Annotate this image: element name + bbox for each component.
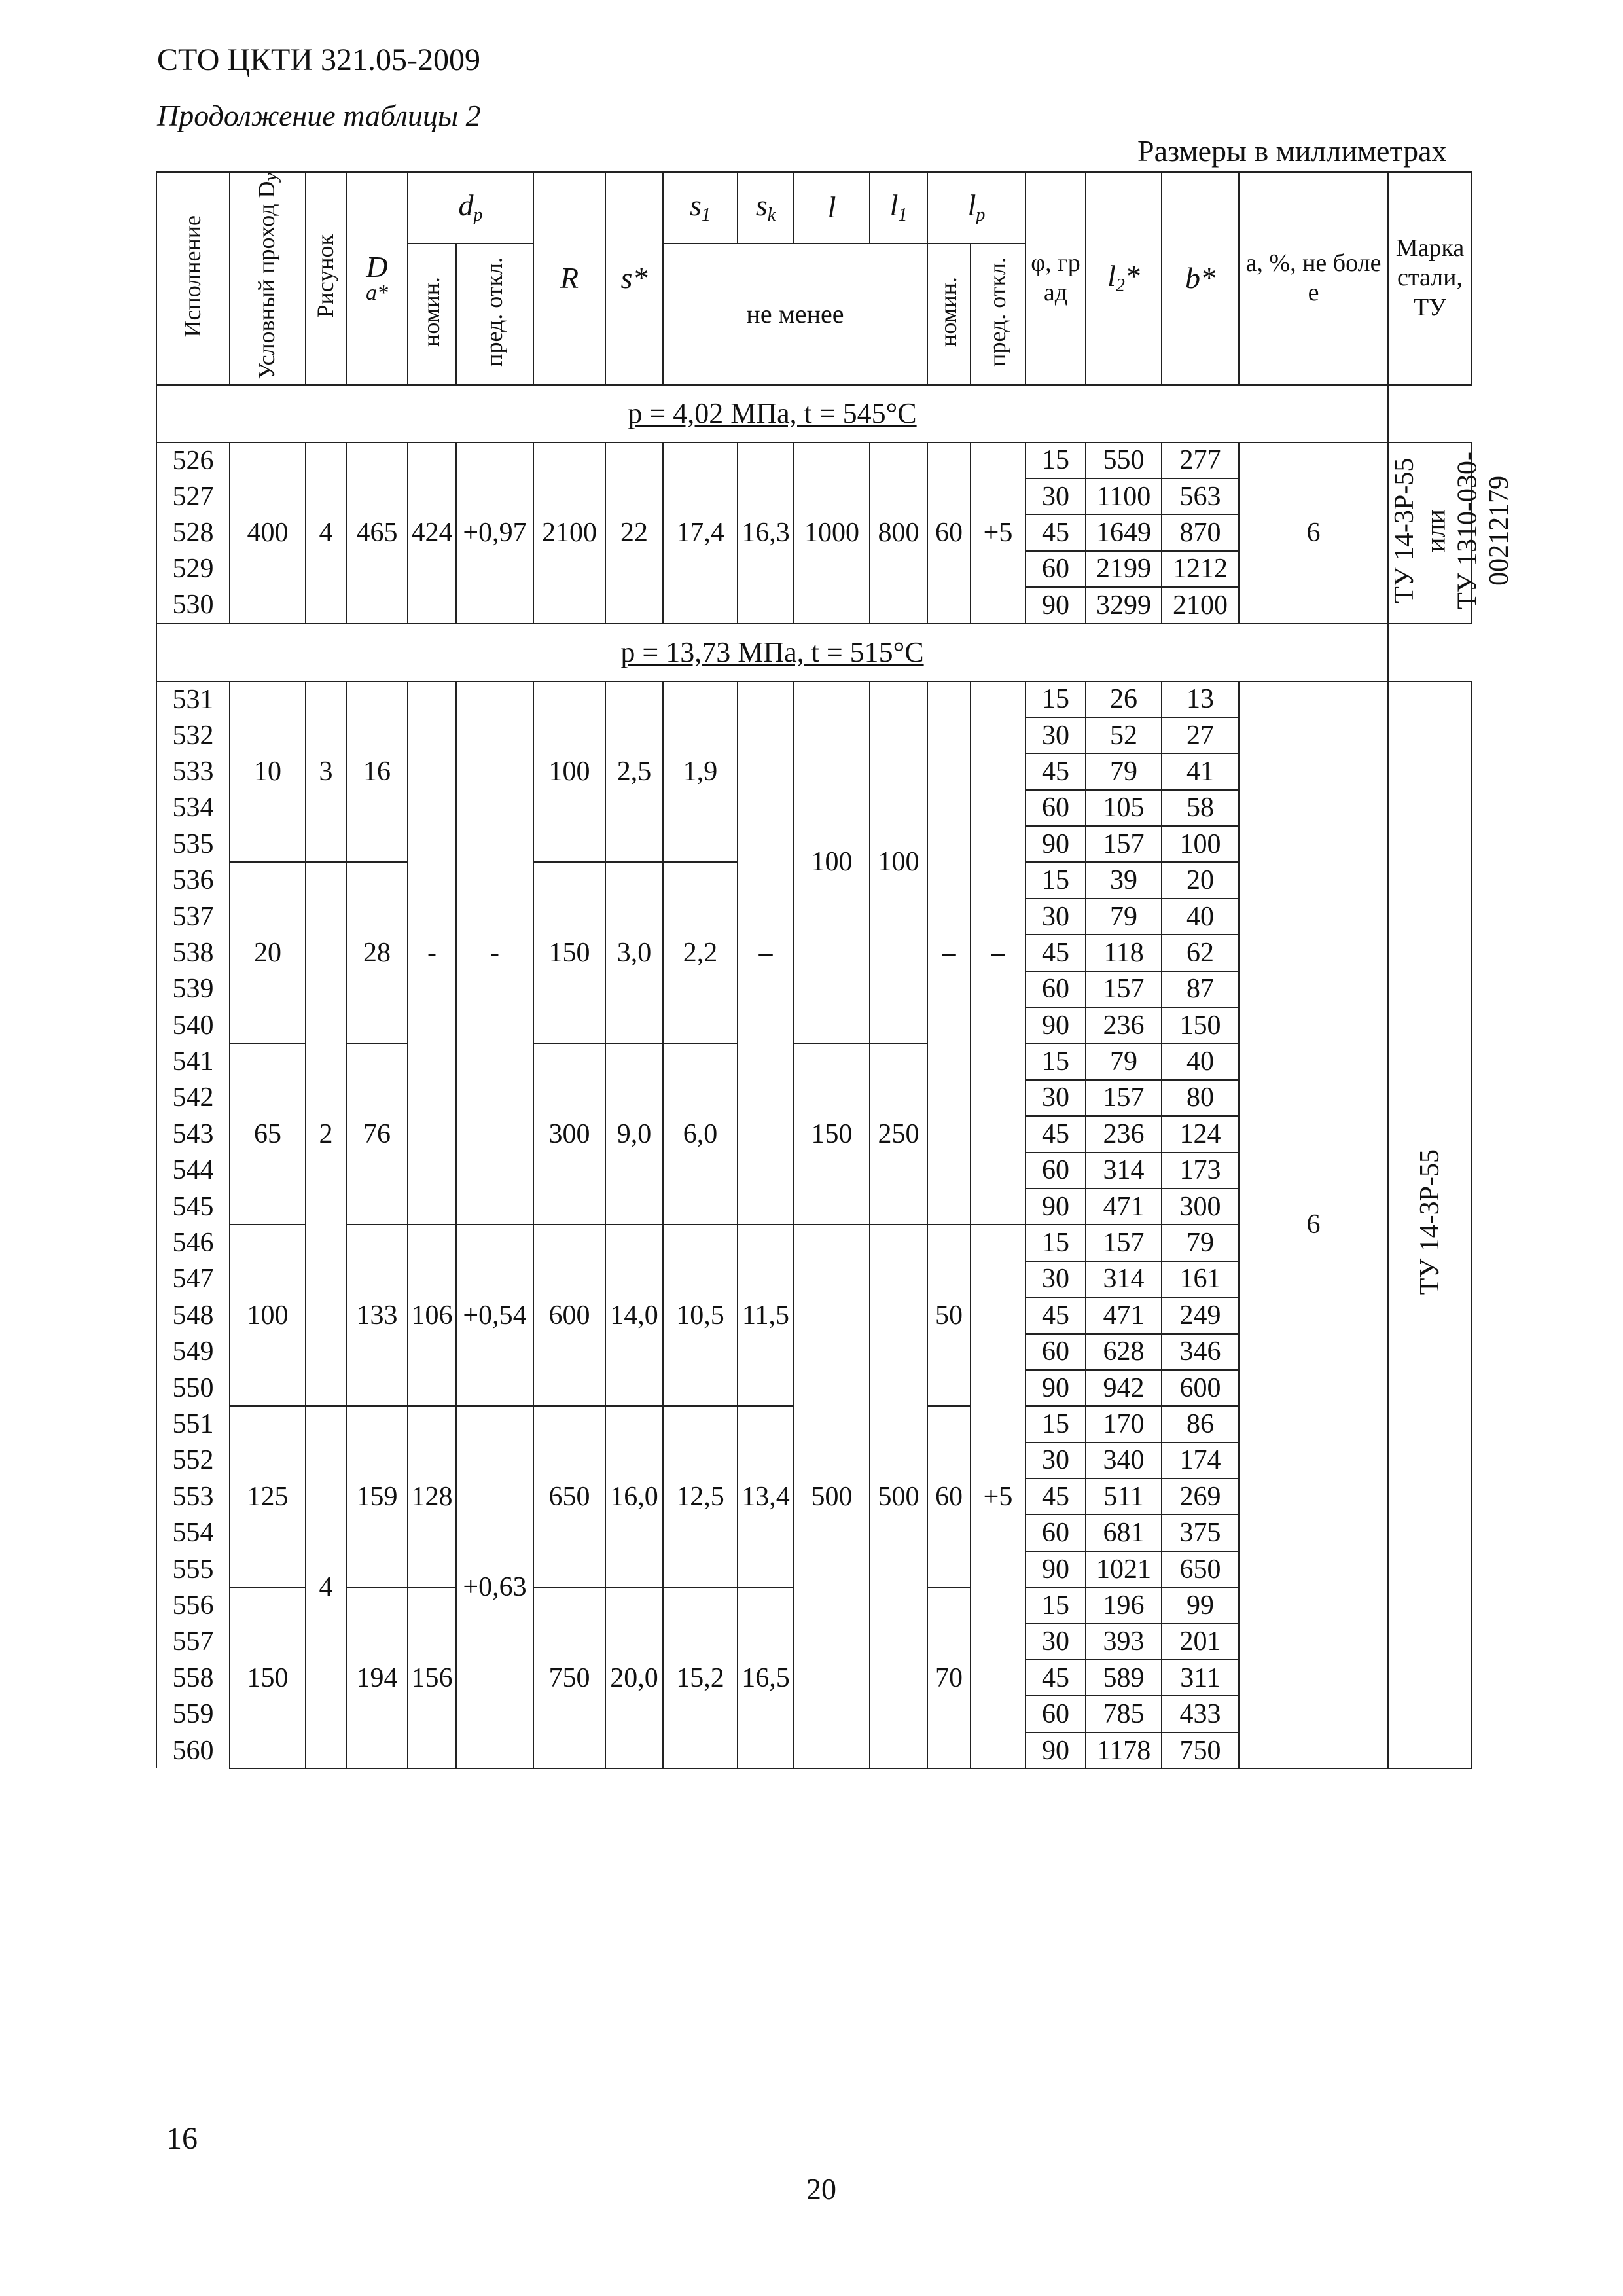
cell-b: 600 [1162,1370,1239,1406]
cell-l2: 942 [1086,1370,1162,1406]
cell-phi: 90 [1026,826,1086,862]
cell-ispolnenie: 532 [156,717,230,753]
units-note: Размеры в миллиметрах [1137,134,1447,168]
cell-uslovny: 125 [230,1406,306,1587]
section-title: p = 13,73 МПа, t = 515°С [156,624,1388,681]
cell-dp-nomin: 106 [408,1225,456,1406]
cell-R: 300 [533,1043,605,1225]
cell-l2: 1021 [1086,1551,1162,1587]
cell-ispolnenie: 538 [156,935,230,971]
cell-b: 62 [1162,935,1239,971]
cell-phi: 60 [1026,1153,1086,1189]
cell-l2: 3299 [1086,587,1162,623]
cell-phi: 15 [1026,1406,1086,1442]
cell-l2: 79 [1086,753,1162,789]
cell-lp-pred: – [971,681,1026,1225]
col-uslovny: Условный проход $D_y$ [230,172,306,385]
cell-sk: 16,5 [738,1587,794,1768]
cell-b: 40 [1162,1043,1239,1079]
cell-phi: 60 [1026,1334,1086,1370]
cell-l: 1000 [794,442,870,624]
cell-l2: 1649 [1086,514,1162,550]
cell-phi: 45 [1026,1660,1086,1696]
marka-line: ТУ 1310-030- [1452,451,1483,609]
cell-l2: 471 [1086,1297,1162,1333]
cell-ispolnenie: 551 [156,1406,230,1442]
cell-s1: 2,2 [663,862,738,1043]
cell-R: 600 [533,1225,605,1406]
cell-b: 173 [1162,1153,1239,1189]
cell-dp-nomin: 424 [408,442,456,624]
cell-b: 346 [1162,1334,1239,1370]
cell-R: 100 [533,681,605,863]
cell-ispolnenie: 558 [156,1660,230,1696]
cell-l2: 628 [1086,1334,1162,1370]
cell-l2: 550 [1086,442,1162,478]
col-dp: $d_p$ [408,172,533,243]
cell-phi: 60 [1026,1696,1086,1732]
cell-b: 40 [1162,899,1239,935]
cell-l2: 511 [1086,1479,1162,1515]
cell-ispolnenie: 555 [156,1551,230,1587]
cell-l2: 1178 [1086,1732,1162,1768]
cell-ispolnenie: 549 [156,1334,230,1370]
cell-phi: 30 [1026,1624,1086,1660]
cell-s1: 10,5 [663,1225,738,1406]
cell-sk: 11,5 [738,1225,794,1406]
cell-s: 16,0 [605,1406,663,1587]
cell-phi: 30 [1026,717,1086,753]
cell-b: 20 [1162,862,1239,898]
marka-line: 00212179 [1484,475,1514,586]
col-lp-nomin: номин. [927,243,971,385]
col-dp-pred: пред. откл. [456,243,533,385]
cell-l2: 393 [1086,1624,1162,1660]
cell-b: 2100 [1162,587,1239,623]
col-phi: φ, гр ад [1026,172,1086,385]
cell-dp-nomin: - [408,681,456,1225]
cell-phi: 60 [1026,551,1086,587]
cell-s: 20,0 [605,1587,663,1768]
cell-b: 870 [1162,514,1239,550]
page-number-left: 16 [166,2121,198,2156]
table-continuation-caption: Продолжение таблицы 2 [157,99,481,132]
cell-phi: 60 [1026,790,1086,826]
cell-b: 100 [1162,826,1239,862]
cell-l2: 79 [1086,1043,1162,1079]
cell-b: 1212 [1162,551,1239,587]
cell-ispolnenie: 536 [156,862,230,898]
cell-ispolnenie: 544 [156,1153,230,1189]
cell-phi: 30 [1026,899,1086,935]
cell-lp-pred: +5 [971,442,1026,624]
col-lp: $l_p$ [927,172,1026,243]
header-row [156,172,1472,243]
cell-b: 269 [1162,1479,1239,1515]
cell-phi: 90 [1026,1007,1086,1043]
cell-risunok: 4 [306,1406,346,1768]
cell-D: 465 [346,442,408,624]
cell-l2: 314 [1086,1261,1162,1297]
cell-l2: 39 [1086,862,1162,898]
cell-R: 150 [533,862,605,1043]
cell-uslovny: 65 [230,1043,306,1225]
cell-phi: 15 [1026,442,1086,478]
col-ne-menee: не менее [663,243,927,385]
cell-lp-nomin: 60 [927,1406,971,1587]
cell-l2: 785 [1086,1696,1162,1732]
cell-l2: 236 [1086,1116,1162,1152]
cell-phi: 30 [1026,478,1086,514]
cell-sk: 16,3 [738,442,794,624]
cell-phi: 30 [1026,1443,1086,1479]
cell-phi: 30 [1026,1080,1086,1116]
cell-D: 194 [346,1587,408,1768]
cell-D: 133 [346,1225,408,1406]
cell-l2: 196 [1086,1587,1162,1623]
cell-ispolnenie: 539 [156,971,230,1007]
cell-phi: 45 [1026,753,1086,789]
page-number-center: 20 [806,2172,836,2206]
cell-b: 311 [1162,1660,1239,1696]
cell-l2: 157 [1086,971,1162,1007]
cell-ispolnenie: 540 [156,1007,230,1043]
col-s: s* [605,172,663,385]
cell-l2: 314 [1086,1153,1162,1189]
cell-b: 750 [1162,1732,1239,1768]
cell-b: 80 [1162,1080,1239,1116]
cell-b: 79 [1162,1225,1239,1261]
cell-uslovny: 400 [230,442,306,624]
cell-lp-nomin: 70 [927,1587,971,1768]
cell-lp-nomin: 50 [927,1225,971,1406]
cell-b: 87 [1162,971,1239,1007]
cell-risunok: 2 [306,862,346,1406]
section-title: p = 4,02 МПа, t = 545°С [156,385,1388,442]
cell-l1: 100 [870,681,927,1044]
cell-lp-nomin: 60 [927,442,971,624]
cell-ispolnenie: 531 [156,681,230,717]
cell-phi: 60 [1026,971,1086,1007]
cell-phi: 15 [1026,1587,1086,1623]
cell-D: 16 [346,681,408,863]
cell-b: 86 [1162,1406,1239,1442]
col-lp-pred: пред. откл. [971,243,1026,385]
cell-l2: 1100 [1086,478,1162,514]
cell-phi: 90 [1026,1732,1086,1768]
cell-l2: 105 [1086,790,1162,826]
cell-b: 99 [1162,1587,1239,1623]
cell-uslovny: 10 [230,681,306,863]
cell-l2: 157 [1086,1080,1162,1116]
cell-R: 650 [533,1406,605,1587]
cell-l2: 589 [1086,1660,1162,1696]
cell-l2: 157 [1086,826,1162,862]
cell-b: 174 [1162,1443,1239,1479]
cell-ispolnenie: 557 [156,1624,230,1660]
cell-l2: 236 [1086,1007,1162,1043]
cell-l2: 170 [1086,1406,1162,1442]
cell-ispolnenie: 560 [156,1732,230,1768]
col-b: b* [1162,172,1239,385]
cell-ispolnenie: 534 [156,790,230,826]
cell-marka [1388,681,1472,1769]
cell-uslovny: 150 [230,1587,306,1768]
cell-l2: 26 [1086,681,1162,717]
cell-b: 563 [1162,478,1239,514]
col-s1: $s_1$ [663,172,738,243]
cell-D: 28 [346,862,408,1043]
cell-risunok: 4 [306,442,346,624]
cell-b: 650 [1162,1551,1239,1587]
cell-a-pct: 6 [1239,442,1388,624]
col-marka: Марка стали, ТУ [1388,172,1472,385]
cell-dp-pred: - [456,681,533,1225]
cell-s1: 12,5 [663,1406,738,1587]
cell-ispolnenie: 530 [156,587,230,623]
cell-phi: 90 [1026,1189,1086,1225]
cell-b: 277 [1162,442,1239,478]
cell-ispolnenie: 527 [156,478,230,514]
col-D: D a* [346,172,408,385]
cell-b: 27 [1162,717,1239,753]
cell-l: 100 [794,681,870,1044]
cell-l2: 157 [1086,1225,1162,1261]
cell-phi: 45 [1026,1116,1086,1152]
cell-b: 13 [1162,681,1239,717]
cell-ispolnenie: 547 [156,1261,230,1297]
cell-dp-nomin: 128 [408,1406,456,1587]
cell-l2: 681 [1086,1515,1162,1551]
cell-ispolnenie: 550 [156,1370,230,1406]
cell-phi: 90 [1026,1370,1086,1406]
cell-l2: 340 [1086,1443,1162,1479]
cell-l: 150 [794,1043,870,1225]
cell-s: 2,5 [605,681,663,863]
col-dp-nomin: номин. [408,243,456,385]
cell-b: 124 [1162,1116,1239,1152]
cell-phi: 30 [1026,1261,1086,1297]
cell-b: 300 [1162,1189,1239,1225]
cell-b: 58 [1162,790,1239,826]
cell-lp-pred: +5 [971,1225,1026,1768]
cell-phi: 15 [1026,862,1086,898]
col-l2: $l_2*$ [1086,172,1162,385]
cell-phi: 15 [1026,681,1086,717]
cell-s: 9,0 [605,1043,663,1225]
cell-b: 375 [1162,1515,1239,1551]
cell-phi: 45 [1026,1479,1086,1515]
cell-ispolnenie: 541 [156,1043,230,1079]
cell-b: 150 [1162,1007,1239,1043]
cell-ispolnenie: 556 [156,1587,230,1623]
cell-l1: 500 [870,1225,927,1768]
cell-ispolnenie: 529 [156,551,230,587]
cell-l2: 471 [1086,1189,1162,1225]
cell-b: 41 [1162,753,1239,789]
cell-l2: 2199 [1086,551,1162,587]
col-l1: $l_1$ [870,172,927,243]
cell-phi: 45 [1026,935,1086,971]
col-a-pct: a, %, не боле е [1239,172,1388,385]
cell-D: 159 [346,1406,408,1587]
col-l: l [794,172,870,243]
col-sk: $s_k$ [738,172,794,243]
cell-ispolnenie: 526 [156,442,230,478]
cell-s: 14,0 [605,1225,663,1406]
cell-s1: 17,4 [663,442,738,624]
cell-phi: 15 [1026,1043,1086,1079]
marka-line: ТУ 14-3Р-55 [1389,457,1419,603]
cell-ispolnenie: 559 [156,1696,230,1732]
marka-text: ТУ 14-3Р-55 [1414,1149,1445,1295]
cell-l2: 79 [1086,899,1162,935]
cell-phi: 45 [1026,514,1086,550]
cell-uslovny: 100 [230,1225,306,1406]
marka-line: или [1421,509,1452,552]
spec-table [156,171,1514,1769]
cell-b: 161 [1162,1261,1239,1297]
cell-ispolnenie: 543 [156,1116,230,1152]
cell-phi: 90 [1026,587,1086,623]
cell-risunok: 3 [306,681,346,863]
cell-a-pct: 6 [1239,681,1388,1769]
cell-ispolnenie: 533 [156,753,230,789]
table-row [156,442,1472,478]
cell-s: 3,0 [605,862,663,1043]
cell-phi: 15 [1026,1225,1086,1261]
cell-s1: 1,9 [663,681,738,863]
cell-ispolnenie: 553 [156,1479,230,1515]
cell-b: 249 [1162,1297,1239,1333]
cell-dp-pred: +0,97 [456,442,533,624]
cell-ispolnenie: 546 [156,1225,230,1261]
cell-ispolnenie: 554 [156,1515,230,1551]
cell-phi: 60 [1026,1515,1086,1551]
cell-s1: 15,2 [663,1587,738,1768]
cell-dp-pred: +0,63 [456,1406,533,1768]
cell-ispolnenie: 542 [156,1080,230,1116]
cell-l1: 800 [870,442,927,624]
cell-D: 76 [346,1043,408,1225]
cell-phi: 90 [1026,1551,1086,1587]
section-1-body [156,442,1514,624]
cell-ispolnenie: 552 [156,1443,230,1479]
cell-l2: 52 [1086,717,1162,753]
cell-uslovny: 20 [230,862,306,1043]
cell-phi: 45 [1026,1297,1086,1333]
cell-ispolnenie: 537 [156,899,230,935]
cell-s: 22 [605,442,663,624]
cell-dp-nomin: 156 [408,1587,456,1768]
cell-R: 750 [533,1587,605,1768]
col-ispolnenie: Исполнение [156,172,230,385]
section-row-1 [156,385,1472,442]
cell-R: 2100 [533,442,605,624]
cell-sk: 13,4 [738,1406,794,1587]
col-risunok: Рисунок [306,172,346,385]
cell-ispolnenie: 535 [156,826,230,862]
cell-s1: 6,0 [663,1043,738,1225]
cell-sk: – [738,681,794,1225]
cell-l1: 250 [870,1043,927,1225]
cell-ispolnenie: 545 [156,1189,230,1225]
cell-lp-nomin: – [927,681,971,1225]
cell-marka [1388,442,1514,624]
col-R: R [533,172,605,385]
cell-l2: 118 [1086,935,1162,971]
cell-b: 201 [1162,1624,1239,1660]
marka-text [1389,452,1515,609]
cell-ispolnenie: 548 [156,1297,230,1333]
table-row [156,681,1472,717]
document-code: СТО ЦКТИ 321.05-2009 [157,43,481,77]
section-row-2 [156,624,1472,681]
cell-b: 433 [1162,1696,1239,1732]
cell-dp-pred: +0,54 [456,1225,533,1406]
cell-l: 500 [794,1225,870,1768]
cell-ispolnenie: 528 [156,514,230,550]
section-2-body [156,681,1472,1769]
